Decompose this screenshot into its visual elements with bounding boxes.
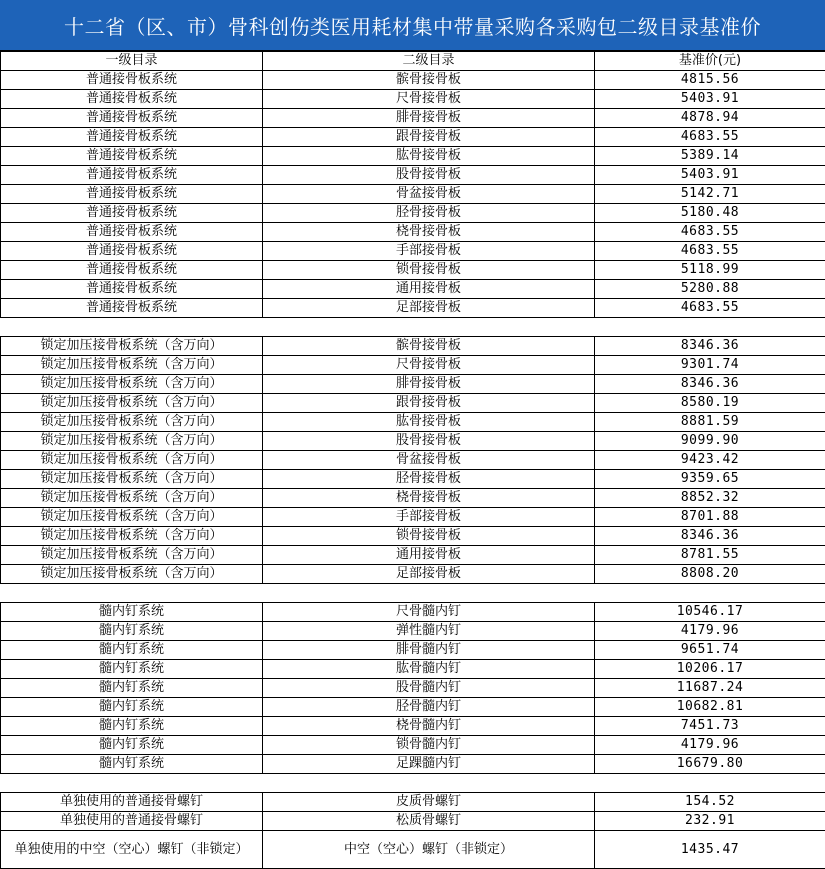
- table-row: [1, 375, 825, 394]
- base-price-cell: 8580.19: [595, 394, 825, 413]
- empty-cell: [1, 318, 263, 337]
- base-price-cell: 5389.14: [595, 147, 825, 166]
- category-cell: 锁定加压接骨板系统（含万向）: [1, 394, 263, 413]
- table-row: [1, 527, 825, 546]
- category-cell: 髓内钉系统: [1, 736, 263, 755]
- base-price-cell: 4683.55: [595, 128, 825, 147]
- category-cell: 锁定加压接骨板系统（含万向）: [1, 413, 263, 432]
- category-cell: 普通接骨板系统: [1, 280, 263, 299]
- subcategory-cell: 胫骨接骨板: [263, 204, 595, 223]
- table-row: [1, 831, 825, 869]
- base-price-cell: 5142.71: [595, 185, 825, 204]
- subcategory-cell: 锁骨接骨板: [263, 261, 595, 280]
- category-cell: 髓内钉系统: [1, 755, 263, 774]
- table-row: [1, 356, 825, 375]
- subcategory-cell: 桡骨髓内钉: [263, 717, 595, 736]
- category-cell: 锁定加压接骨板系统（含万向）: [1, 470, 263, 489]
- category-cell: 单独使用的普通接骨螺钉: [1, 812, 263, 831]
- base-price-cell: 9301.74: [595, 356, 825, 375]
- base-price-cell: 1435.47: [595, 831, 825, 869]
- table-row: [1, 717, 825, 736]
- table-row: [1, 679, 825, 698]
- base-price-cell: 4683.55: [595, 223, 825, 242]
- table-row: [1, 812, 825, 831]
- category-cell: 锁定加压接骨板系统（含万向）: [1, 356, 263, 375]
- base-price-cell: 4683.55: [595, 299, 825, 318]
- table-row: [1, 755, 825, 774]
- header-base-price-cell: 基准价(元): [595, 52, 825, 71]
- category-cell: 普通接骨板系统: [1, 204, 263, 223]
- table-row: [1, 109, 825, 128]
- base-price-cell: 8701.88: [595, 508, 825, 527]
- header-row: [1, 52, 825, 71]
- subcategory-cell: 通用接骨板: [263, 546, 595, 565]
- table-row: [1, 185, 825, 204]
- base-price-cell: 8346.36: [595, 337, 825, 356]
- category-cell: 锁定加压接骨板系统（含万向）: [1, 337, 263, 356]
- spacer-row: [1, 318, 825, 337]
- subcategory-cell: 肱骨接骨板: [263, 413, 595, 432]
- base-price-cell: 4815.56: [595, 71, 825, 90]
- base-price-cell: 8881.59: [595, 413, 825, 432]
- subcategory-cell: 手部接骨板: [263, 242, 595, 261]
- subcategory-cell: 骨盆接骨板: [263, 451, 595, 470]
- base-price-cell: 11687.24: [595, 679, 825, 698]
- subcategory-cell: 足踝髓内钉: [263, 755, 595, 774]
- category-cell: 锁定加压接骨板系统（含万向）: [1, 546, 263, 565]
- subcategory-cell: 腓骨接骨板: [263, 375, 595, 394]
- table-row: [1, 280, 825, 299]
- table-row: [1, 261, 825, 280]
- table-row: [1, 337, 825, 356]
- category-cell: 髓内钉系统: [1, 698, 263, 717]
- table-row: [1, 660, 825, 679]
- subcategory-cell: 胫骨髓内钉: [263, 698, 595, 717]
- category-cell: 普通接骨板系统: [1, 90, 263, 109]
- base-price-cell: 8852.32: [595, 489, 825, 508]
- base-price-cell: 9359.65: [595, 470, 825, 489]
- empty-cell: [263, 318, 595, 337]
- category-cell: 髓内钉系统: [1, 622, 263, 641]
- base-price-cell: 8781.55: [595, 546, 825, 565]
- table-row: [1, 451, 825, 470]
- subcategory-cell: 腓骨髓内钉: [263, 641, 595, 660]
- empty-cell: [595, 774, 825, 793]
- table-row: [1, 736, 825, 755]
- base-price-cell: 4683.55: [595, 242, 825, 261]
- subcategory-cell: 跟骨接骨板: [263, 128, 595, 147]
- base-price-cell: 4179.96: [595, 736, 825, 755]
- table-row: [1, 166, 825, 185]
- category-cell: 锁定加压接骨板系统（含万向）: [1, 432, 263, 451]
- subcategory-cell: 中空（空心）螺钉（非锁定）: [263, 831, 595, 869]
- subcategory-cell: 手部接骨板: [263, 508, 595, 527]
- base-price-cell: 5280.88: [595, 280, 825, 299]
- table-row: [1, 128, 825, 147]
- subcategory-cell: 尺骨髓内钉: [263, 603, 595, 622]
- subcategory-cell: 桡骨接骨板: [263, 223, 595, 242]
- category-cell: 髓内钉系统: [1, 679, 263, 698]
- subcategory-cell: 松质骨螺钉: [263, 812, 595, 831]
- table-row: [1, 204, 825, 223]
- subcategory-cell: 尺骨接骨板: [263, 90, 595, 109]
- category-cell: 普通接骨板系统: [1, 109, 263, 128]
- category-cell: 锁定加压接骨板系统（含万向）: [1, 565, 263, 584]
- empty-cell: [263, 774, 595, 793]
- subcategory-cell: 髌骨接骨板: [263, 337, 595, 356]
- category-cell: 单独使用的中空（空心）螺钉（非锁定）: [1, 831, 263, 869]
- category-cell: 普通接骨板系统: [1, 299, 263, 318]
- base-price-cell: 5180.48: [595, 204, 825, 223]
- base-price-cell: 10546.17: [595, 603, 825, 622]
- category-cell: 普通接骨板系统: [1, 185, 263, 204]
- base-price-cell: 9099.90: [595, 432, 825, 451]
- category-cell: 普通接骨板系统: [1, 242, 263, 261]
- subcategory-cell: 皮质骨螺钉: [263, 793, 595, 812]
- table-row: [1, 622, 825, 641]
- spacer-row: [1, 774, 825, 793]
- subcategory-cell: 肱骨接骨板: [263, 147, 595, 166]
- category-cell: 锁定加压接骨板系统（含万向）: [1, 375, 263, 394]
- table-row: [1, 90, 825, 109]
- base-price-cell: 8346.36: [595, 527, 825, 546]
- subcategory-cell: 通用接骨板: [263, 280, 595, 299]
- category-cell: 普通接骨板系统: [1, 166, 263, 185]
- base-price-cell: 5118.99: [595, 261, 825, 280]
- subcategory-cell: 桡骨接骨板: [263, 489, 595, 508]
- table-row: [1, 71, 825, 90]
- base-price-cell: 10206.17: [595, 660, 825, 679]
- empty-cell: [263, 584, 595, 603]
- category-cell: 髓内钉系统: [1, 603, 263, 622]
- subcategory-cell: 股骨接骨板: [263, 432, 595, 451]
- subcategory-cell: 股骨髓内钉: [263, 679, 595, 698]
- table-row: [1, 603, 825, 622]
- header-subcategory-cell: 二级目录: [263, 52, 595, 71]
- subcategory-cell: 腓骨接骨板: [263, 109, 595, 128]
- subcategory-cell: 骨盆接骨板: [263, 185, 595, 204]
- empty-cell: [1, 774, 263, 793]
- subcategory-cell: 锁骨接骨板: [263, 527, 595, 546]
- category-cell: 锁定加压接骨板系统（含万向）: [1, 508, 263, 527]
- base-price-cell: 232.91: [595, 812, 825, 831]
- base-price-cell: 10682.81: [595, 698, 825, 717]
- sheet-title: 十二省（区、市）骨科创伤类医用耗材集中带量采购各采购包二级目录基准价: [0, 0, 825, 51]
- base-price-cell: 154.52: [595, 793, 825, 812]
- base-price-cell: 8346.36: [595, 375, 825, 394]
- table-row: [1, 223, 825, 242]
- subcategory-cell: 锁骨髓内钉: [263, 736, 595, 755]
- category-cell: 髓内钉系统: [1, 660, 263, 679]
- base-price-cell: 4179.96: [595, 622, 825, 641]
- subcategory-cell: 股骨接骨板: [263, 166, 595, 185]
- subcategory-cell: 肱骨髓内钉: [263, 660, 595, 679]
- subcategory-cell: 髌骨接骨板: [263, 71, 595, 90]
- subcategory-cell: 足部接骨板: [263, 299, 595, 318]
- header-category-cell: 一级目录: [1, 52, 263, 71]
- category-cell: 髓内钉系统: [1, 641, 263, 660]
- category-cell: 锁定加压接骨板系统（含万向）: [1, 489, 263, 508]
- table-row: [1, 698, 825, 717]
- subcategory-cell: 尺骨接骨板: [263, 356, 595, 375]
- category-cell: 普通接骨板系统: [1, 128, 263, 147]
- base-price-cell: 9423.42: [595, 451, 825, 470]
- table-row: [1, 641, 825, 660]
- table-row: [1, 565, 825, 584]
- empty-cell: [1, 584, 263, 603]
- price-table-body: [1, 52, 825, 869]
- base-price-cell: 4878.94: [595, 109, 825, 128]
- category-cell: 锁定加压接骨板系统（含万向）: [1, 527, 263, 546]
- table-row: [1, 546, 825, 565]
- base-price-cell: 9651.74: [595, 641, 825, 660]
- category-cell: 单独使用的普通接骨螺钉: [1, 793, 263, 812]
- category-cell: 锁定加压接骨板系统（含万向）: [1, 451, 263, 470]
- subcategory-cell: 足部接骨板: [263, 565, 595, 584]
- base-price-cell: 5403.91: [595, 166, 825, 185]
- table-row: [1, 394, 825, 413]
- base-price-cell: 7451.73: [595, 717, 825, 736]
- table-row: [1, 470, 825, 489]
- empty-cell: [595, 318, 825, 337]
- empty-cell: [595, 584, 825, 603]
- base-price-cell: 16679.80: [595, 755, 825, 774]
- table-row: [1, 793, 825, 812]
- price-table: [0, 51, 825, 869]
- table-row: [1, 508, 825, 527]
- table-row: [1, 242, 825, 261]
- subcategory-cell: 弹性髓内钉: [263, 622, 595, 641]
- table-row: [1, 147, 825, 166]
- category-cell: 普通接骨板系统: [1, 261, 263, 280]
- spacer-row: [1, 584, 825, 603]
- subcategory-cell: 胫骨接骨板: [263, 470, 595, 489]
- table-row: [1, 413, 825, 432]
- table-row: [1, 432, 825, 451]
- category-cell: 普通接骨板系统: [1, 223, 263, 242]
- base-price-cell: 8808.20: [595, 565, 825, 584]
- table-row: [1, 489, 825, 508]
- subcategory-cell: 跟骨接骨板: [263, 394, 595, 413]
- base-price-cell: 5403.91: [595, 90, 825, 109]
- category-cell: 髓内钉系统: [1, 717, 263, 736]
- table-row: [1, 299, 825, 318]
- category-cell: 普通接骨板系统: [1, 71, 263, 90]
- category-cell: 普通接骨板系统: [1, 147, 263, 166]
